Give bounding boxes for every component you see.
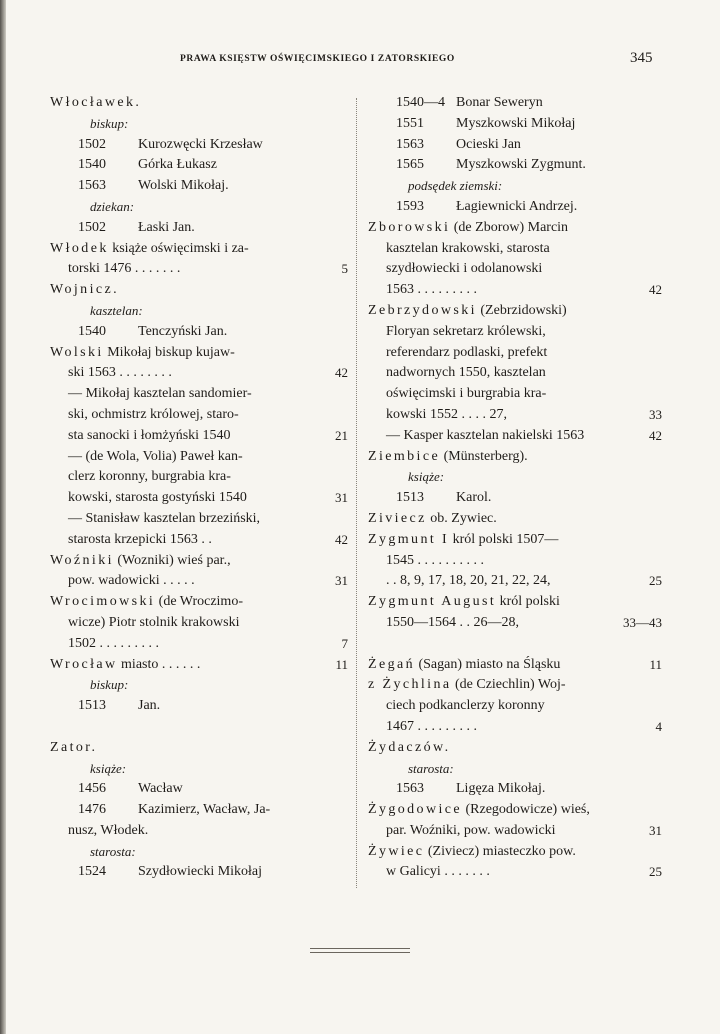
index-line: [368, 447, 668, 468]
footer-rule: [310, 948, 410, 949]
page-ref: 33—43: [623, 614, 662, 630]
entry-text: sta sanocki i łomżyński 1540: [68, 427, 231, 443]
index-line: [50, 571, 350, 592]
page-ref: 5: [341, 261, 348, 277]
index-line: [368, 343, 668, 364]
index-line: [50, 488, 350, 509]
role-label: starosta:: [408, 760, 454, 776]
page-ref: 31: [335, 573, 348, 589]
index-line: [50, 862, 350, 883]
index-line: [50, 384, 350, 405]
running-title: PRAWA KSIĘSTW OŚWIĘCIMSKIEGO I ZATORSKIEGO: [180, 54, 455, 64]
index-line: [50, 197, 350, 218]
index-line: [368, 509, 668, 530]
index-line: [50, 301, 350, 322]
headword: Żegań: [368, 656, 415, 672]
entry-text: ob. Zywiec.: [430, 510, 497, 526]
page-ref: 42: [335, 365, 348, 381]
entry-year: 1593: [396, 198, 424, 214]
index-line: [368, 114, 668, 135]
entry-year: 1476: [78, 802, 106, 818]
index-line: [50, 592, 350, 613]
index-line: [50, 155, 350, 176]
entry-text: 1563 . . . . . . . . .: [386, 282, 477, 298]
entry-year: 1565: [396, 157, 424, 173]
role-label: dziekan:: [90, 198, 135, 214]
headword: Ziembice: [368, 448, 441, 464]
role-label: podsędek ziemski:: [408, 178, 503, 194]
entry-text: (de Zborow) Marcin: [453, 219, 569, 235]
page-ref: 25: [649, 864, 662, 880]
page-ref: 7: [341, 635, 348, 651]
entry-year: 1563: [78, 178, 106, 194]
entry-text: (Münsterberg).: [443, 448, 528, 464]
entry-text: król polski 1507—: [452, 531, 559, 547]
entry-year: 1551: [396, 115, 424, 131]
person-name: Karol.: [456, 490, 492, 506]
index-line: [50, 280, 350, 301]
entry-text: Mikołaj biskup kujaw-: [107, 344, 235, 360]
index-line: [368, 405, 668, 426]
index-line: [50, 467, 350, 488]
index-line: [50, 842, 350, 863]
scan-binding-edge: [0, 0, 6, 1034]
entry-text: (Zebrzidowski): [480, 302, 567, 318]
index-line: [50, 779, 350, 800]
page-ref: 31: [649, 822, 662, 838]
index-line: [368, 779, 668, 800]
headword: Zebrzydowski: [368, 302, 477, 318]
index-line: [50, 343, 350, 364]
entry-text: oświęcimski i burgrabia kra-: [386, 386, 547, 402]
page-ref: 11: [649, 656, 662, 672]
index-line: [50, 447, 350, 468]
right-column: [368, 93, 668, 883]
index-line: [50, 114, 350, 135]
person-name: Wolski Mikołaj.: [138, 178, 229, 194]
index-line: [368, 800, 668, 821]
index-line: [368, 675, 668, 696]
index-line: [50, 363, 350, 384]
headword: Wolski: [50, 344, 104, 360]
entry-year: 1456: [78, 781, 106, 797]
index-line: [50, 800, 350, 821]
index-line: [368, 197, 668, 218]
entry-text: referendarz podlaski, prefekt: [386, 344, 548, 360]
person-name: Kurozwęcki Krzesław: [138, 136, 263, 152]
index-line: [368, 488, 668, 509]
index-line: [368, 176, 668, 197]
person-name: Ligęza Mikołaj.: [456, 781, 546, 797]
index-line: [50, 218, 350, 239]
person-name: Górka Łukasz: [138, 157, 217, 173]
index-line: [368, 571, 668, 592]
role-label: kasztelan:: [90, 302, 143, 318]
index-line: [368, 280, 668, 301]
page-ref: 11: [335, 656, 348, 672]
entry-year: 1524: [78, 864, 106, 880]
headword: Żywiec: [368, 843, 425, 859]
entry-text: książe oświęcimski i za-: [112, 240, 249, 256]
entry-text: ciech podkanclerzy koronny: [386, 698, 545, 714]
index-line: [368, 259, 668, 280]
entry-text: król polski: [499, 594, 560, 610]
entry-text: 1550—1564 . . 26—28,: [386, 614, 519, 630]
entry-text: 1545 . . . . . . . . . .: [386, 552, 484, 568]
entry-text: ski 1563 . . . . . . . .: [68, 365, 172, 381]
entry-text: 1502 . . . . . . . . .: [68, 635, 159, 651]
entry-text: pow. wadowicki . . . . .: [68, 573, 195, 589]
entry-year: 1540: [78, 323, 106, 339]
index-line: [50, 551, 350, 572]
index-line: [368, 592, 668, 613]
index-line: [368, 696, 668, 717]
page-ref: 21: [335, 427, 348, 443]
page-ref: 4: [655, 718, 662, 734]
entry-text: 1467 . . . . . . . . .: [386, 718, 477, 734]
entry-text: (de Cziechlin) Woj-: [454, 677, 566, 693]
entry-text: miasto . . . . . .: [121, 656, 201, 672]
headword: Wojnicz.: [50, 282, 119, 298]
person-name: Łagiewnicki Andrzej.: [456, 198, 578, 214]
index-line: [50, 655, 350, 676]
role-label: biskup:: [90, 115, 129, 131]
index-line: [368, 135, 668, 156]
entry-text: Floryan sekretarz królewski,: [386, 323, 546, 339]
role-label: biskup:: [90, 677, 129, 693]
entry-year: 1513: [78, 698, 106, 714]
index-line: [50, 634, 350, 655]
person-name: Jan.: [138, 698, 161, 714]
entry-year: 1563: [396, 136, 424, 152]
index-line: [50, 530, 350, 551]
index-line: [368, 426, 668, 447]
role-label: książe:: [408, 469, 445, 485]
entry-text: wicze) Piotr stolnik krakowski: [68, 614, 240, 630]
index-line: [50, 259, 350, 280]
headword: Zivіecz: [368, 510, 427, 526]
entry-year: 1502: [78, 219, 106, 235]
headword: Zborowski: [368, 219, 451, 235]
entry-year: 1563: [396, 781, 424, 797]
entry-text: clerz koronny, burgrabia kra-: [68, 469, 231, 485]
person-name: Łaski Jan.: [138, 219, 195, 235]
page-ref: 42: [649, 427, 662, 443]
footer-rule: [310, 952, 410, 953]
entry-text: torski 1476 . . . . . . .: [68, 261, 181, 277]
index-line: [50, 426, 350, 447]
page-number: 345: [630, 50, 653, 66]
headword: Woźniki: [50, 552, 114, 568]
index-line: [368, 842, 668, 863]
entry-text: (Sagan) miasto na Śląsku: [418, 656, 561, 672]
index-line: [368, 239, 668, 260]
index-line: [368, 363, 668, 384]
index-line: [50, 135, 350, 156]
index-line: [368, 322, 668, 343]
index-line: [50, 405, 350, 426]
index-line: [50, 759, 350, 780]
index-line: [50, 176, 350, 197]
entry-text: . . 8, 9, 17, 18, 20, 21, 22, 24,: [386, 573, 551, 589]
index-line: [368, 717, 668, 738]
entry-text: — (de Wola, Volia) Paweł kan-: [68, 448, 243, 464]
entry-text: — Mikołaj kasztelan sandomier-: [68, 386, 252, 402]
entry-text: nadwornych 1550, kasztelan: [386, 365, 546, 381]
page-ref: 42: [649, 282, 662, 298]
person-name: Myszkowski Mikołaj: [456, 115, 576, 131]
headword: Wrocław: [50, 656, 118, 672]
entry-text: (de Wroczimo-: [158, 594, 243, 610]
index-line: [50, 509, 350, 530]
index-line: [50, 821, 350, 842]
index-line: [368, 738, 668, 759]
index-line: [368, 155, 668, 176]
entry-text: (Wozniki) wieś par.,: [117, 552, 231, 568]
index-line: [368, 467, 668, 488]
person-name: Szydłowiecki Mikołaj: [138, 864, 263, 880]
person-name: Wacław: [138, 781, 183, 797]
entry-year: 1513: [396, 490, 424, 506]
entry-text: ski, ochmistrz królowej, staro-: [68, 406, 239, 422]
left-column: [50, 93, 350, 883]
entry-text: nusz, Włodek.: [68, 822, 149, 838]
entry-text: — Kasper kasztelan nakielski 1563: [386, 427, 585, 443]
index-line: [368, 655, 668, 676]
index-line: [368, 759, 668, 780]
index-line: [50, 738, 350, 759]
index-line: [368, 862, 668, 883]
headword: Wrocimowski: [50, 594, 156, 610]
entry-year: 1540: [78, 157, 106, 173]
entry-year: 1540—4: [396, 95, 445, 110]
headword: Włocławek.: [50, 95, 142, 110]
headword: Włodek: [50, 240, 109, 256]
entry-year: 1502: [78, 136, 106, 152]
entry-text: kowski, starosta gostyński 1540: [68, 490, 247, 506]
page-ref: 31: [335, 490, 348, 506]
index-line: [368, 301, 668, 322]
index-line: [368, 384, 668, 405]
index-line: [368, 93, 668, 114]
page-ref: 25: [649, 573, 662, 589]
person-name: Kazimierz, Wacław, Ja-: [138, 802, 271, 818]
index-line: [368, 634, 668, 655]
index-line: [50, 717, 350, 738]
role-label: książe:: [90, 760, 127, 776]
index-line: [50, 322, 350, 343]
entry-text: starosta krzepicki 1563 . .: [68, 531, 212, 547]
headword: Zygmunt I: [368, 531, 450, 547]
entry-text: (Zivіecz) miasteczko pow.: [427, 843, 576, 859]
entry-text: szydłowiecki i odolanowski: [386, 261, 543, 277]
index-line: [50, 675, 350, 696]
index-line: [50, 696, 350, 717]
headword: Zygmunt August: [368, 594, 497, 610]
entry-text: — Stanisław kasztelan brzeziński,: [68, 510, 261, 526]
headword: z Żychlina: [368, 677, 452, 693]
index-line: [368, 530, 668, 551]
entry-text: w Galicyi . . . . . . .: [386, 864, 490, 880]
entry-text: (Rzegodowicze) wieś,: [465, 802, 590, 818]
person-name: Tenczyński Jan.: [138, 323, 228, 339]
role-label: starosta:: [90, 843, 136, 859]
person-name: Bonar Seweryn: [456, 95, 543, 110]
index-line: [50, 93, 350, 114]
headword: Żydaczów.: [368, 739, 451, 755]
entry-text: kowski 1552 . . . . 27,: [386, 406, 507, 422]
person-name: Ocieski Jan: [456, 136, 521, 152]
column-divider: [356, 98, 357, 888]
person-name: Myszkowski Zygmunt.: [456, 157, 586, 173]
page-ref: 42: [335, 531, 348, 547]
index-line: [368, 551, 668, 572]
page-ref: 33: [649, 406, 662, 422]
entry-text: par. Woźniki, pow. wadowicki: [386, 822, 556, 838]
index-line: [368, 613, 668, 634]
index-line: [50, 613, 350, 634]
entry-text: kasztelan krakowski, starosta: [386, 240, 550, 256]
index-line: [50, 239, 350, 260]
headword: Zator.: [50, 739, 98, 755]
index-line: [368, 218, 668, 239]
headword: Żygodowice: [368, 802, 462, 818]
index-line: [368, 821, 668, 842]
